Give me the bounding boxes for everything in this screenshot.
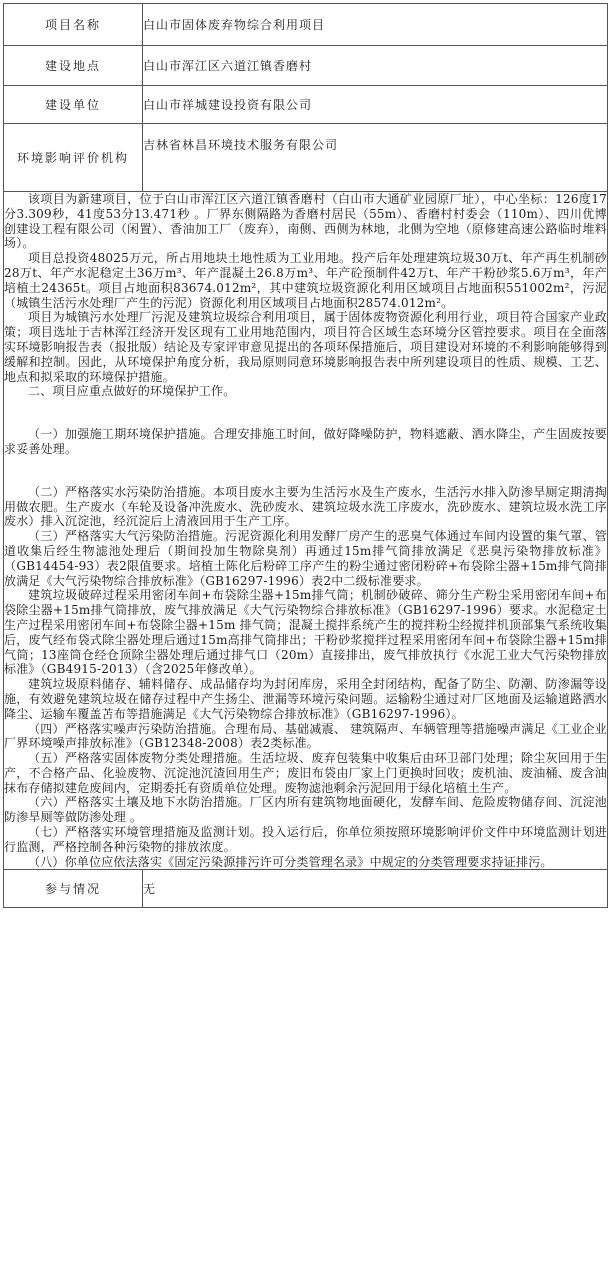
measure-monitoring: （七）严格落实环境管理措施及监测计划。投入运行后，你单位须按照环境影响评价文件中环境监测计划进行监测，严格控制各种污染物的排放浓度。	[4, 825, 607, 854]
section-heading-key-work: 二、项目应重点做好的环境保护工作。	[28, 384, 236, 399]
row-builder	[4, 86, 608, 124]
value-participation: 无	[143, 870, 608, 908]
value-location: 白山市浑江区六道江镇香磨村	[143, 46, 608, 86]
row-project-name	[4, 4, 608, 46]
row-participation	[4, 870, 608, 908]
approval-text	[4, 192, 608, 870]
measure-air-dust: 建筑垃圾破碎过程采用密闭车间+布袋除尘器+15m排气筒；机制砂破碎、筛分生产粉尘采用密闭车间+布袋除尘器+15m排气筒排放，废气排放满足《大气污染物综合排放标准》（GB16297-1996）要求。水泥稳定土生产过程采用密闭车间+布袋除尘器+15m 排气筒；混凝土搅拌系统产生的搅拌粉尘经搅拌机顶部集气系统收集后，废气经布袋式除尘器处理后通过15m高排气筒排出；干粉砂浆搅拌过程采用密闭车间+布袋除尘器+15m排气筒；13座筒仓经仓顶除尘器处理后通过排气口（20m）直接排出，废气排放执行《水泥工业大气污染物排放标准》（GB4915-2013）（含2025年修改单）。	[4, 588, 607, 677]
measure-noise: （四）严格落实噪声污染防治措施。合理布局、基础减震、 建筑隔声、车辆管理等措施噪声满足《工业企业厂界环境噪声排放标准》（GB12348-2008）表2类标准。	[4, 721, 607, 751]
measure-solid-waste: （五）严格落实固体废物分类处理措施。生活垃圾、废弃包装集中收集后由环卫部门处理；除尘灰回用于生产，不合格产品、化验废物、沉淀池沉渣回用生产；废旧布袋由厂家上门更换时回收；废机油、废油桶、废含油抹布存储拟建危废间内，定期委托有资质单位处理。废物滤池剩余污泥回用于绿化培植土生产。	[4, 751, 607, 795]
value-project-name: 白山市固体废弃物综合利用项目	[143, 4, 608, 46]
label-builder: 建设单位	[4, 86, 143, 124]
measure-soil-groundwater: （六）严格落实土壤及地下水防治措施。厂区内所有建筑物地面硬化，发酵车间、危险废物储存间、沉淀池防渗旱厕等做防渗处理 。	[4, 795, 607, 825]
measure-permit: （八）你单位应依法落实《固定污染源排污许可分类管理名录》中规定的分类管理要求持证排污。	[28, 854, 553, 869]
measure-air: （三）严格落实大气污染防治措施。污泥资源化利用发酵厂房产生的恶臭气体通过车间内设置的集气罩、管道收集后经生物滤池处理后（期间投加生物除臭剂）再通过15m排气筒排放满足《恶臭污染物排放标准》（GB14454-93）表2限值要求。培植土陈化后粉碎工序产生的粉尘通过密闭粉碎+布袋除尘器+15m排气筒排放满足《大气污染物综合排放标准》（GB16297-1996）表2中二级标准要求。	[4, 529, 607, 588]
row-location	[4, 46, 608, 86]
label-location: 建设地点	[4, 46, 143, 86]
value-eia-agency: 吉林省林昌环境技术服务有限公司	[143, 124, 608, 192]
paragraph-location: 该项目为新建项目，位于白山市浑江区六道江镇香磨村（白山市大通矿业园原厂址），中心坐标：126度17分3.309秒，41度53分13.471秒 。厂界东侧隔路为香磨村居民（55m）、香磨村村委会（110m）、四川优博创建设工程有限公司（闲置）、香油加工厂（废弃），南侧、西侧为林地，北侧为空地（原修建高速公路临时堆料场）。	[4, 192, 607, 251]
measure-construction: （一）加强施工期环境保护措施。合理安排施工时间，做好降噪防护，物料遮蔽、洒水降尘，产生固废按要求妥善处理。	[4, 427, 607, 456]
paragraph-opinion: 项目为城镇污水处理厂污泥及建筑垃圾综合利用项目，属于固体废物资源化利用行业，项目符合国家产业政策；项目选址于吉林浑江经济开发区现有工业用地范围内，项目符合区域生态环境分区管控要求。项目在全面落实环境影响报告表（报批版）结论及专家评审意见提出的各项环保措施后，项目建设对环境的不利影响能够得到缓解和控制。因此，从环境保护角度分析，我局原则同意环境影响报告表中所列建设项目的性质、规模、工艺、地点和拟采取的环境保护措施。	[4, 310, 607, 384]
paragraph-investment: 项目总投资48025万元，所占用地块土地性质为工业用地。投产后年处理建筑垃圾30万t、年产再生机制砂28万t、年产水泥稳定土36万m³、年产混凝土26.8万m³、年产砼预制件42万t、年产干粉砂浆5.6万m³，年产培植土24365t。项目占地面积83674.012m²，其中建筑垃圾资源化利用区域项目占地面积551002m²，污泥（城镇生活污水处理厂产生的污泥）资源化利用区域项目占地面积28574.012m²。	[4, 251, 607, 310]
value-builder: 白山市祥城建设投资有限公司	[143, 86, 608, 124]
measure-air-storage: 建筑垃圾原料储存、辅料储存、成品储存均为封闭库房，采用全封闭结构，配备了防尘、防潮、防渗漏等设施，有效避免建筑垃圾在储存过程中产生扬尘、泄漏等环境污染问题。运输粉尘通过对厂区地面及运输道路洒水降尘、运输车覆盖苫布等措施满足《大气污染物综合排放标准》（GB16297-1996）。	[4, 677, 607, 721]
label-participation: 参与情况	[4, 870, 143, 908]
row-approval-body	[4, 192, 608, 870]
row-eia-agency	[4, 124, 608, 192]
measure-water: （二）严格落实水污染防治措施。本项目废水主要为生活污水及生产废水，生活污水排入防渗旱厕定期清掏用做农肥。生产废水（车轮及设备冲洗废水、洗砂废水、建筑垃圾水洗工序废水，洗砂废水、建筑垃圾水洗工序废水）排入沉淀池，经沉淀后上清液回用于生产工序。	[4, 484, 607, 529]
label-eia-agency: 环境影响评价机构	[4, 124, 143, 192]
project-info-table	[3, 3, 608, 908]
label-project-name: 项目名称	[4, 4, 143, 46]
